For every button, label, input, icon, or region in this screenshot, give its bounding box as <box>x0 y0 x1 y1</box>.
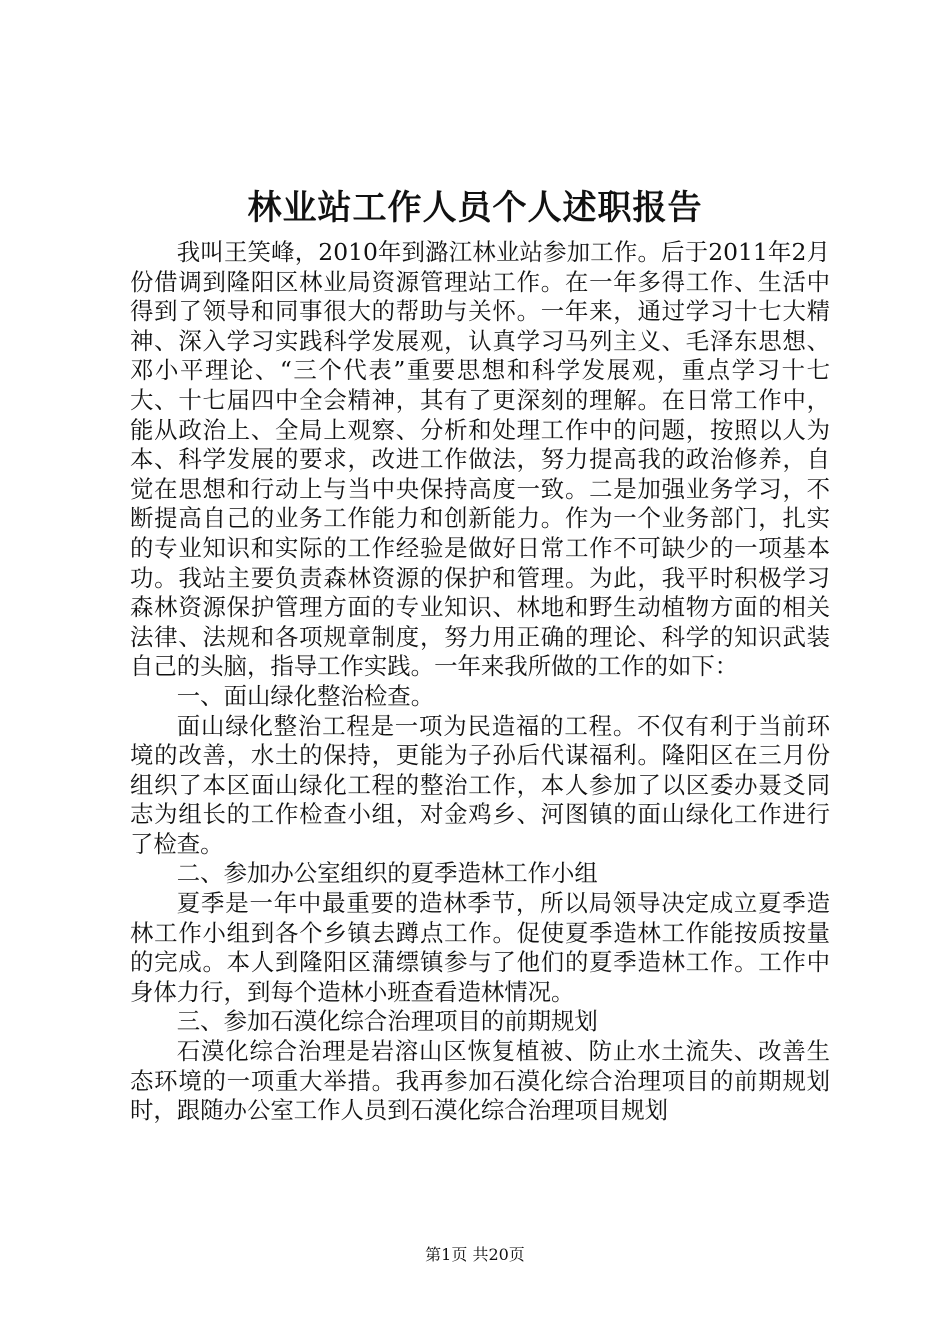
page-number-footer: 第1页 共20页 <box>425 1245 525 1264</box>
section-heading-3: 三、参加石漠化综合治理项目的前期规划 <box>176 1007 598 1036</box>
section-heading-2: 二、参加办公室组织的夏季造林工作小组 <box>176 859 598 888</box>
paragraph-section-2: 夏季是一年中最重要的造林季节，所以局领导决定成立夏季造林工作小组到各个乡镇去蹲点工作。促使夏季造林工作能按质按量的完成。本人到隆阳区蒲缥镇参与了他们的夏季造林工作。工作中身体力行，到每个造林小班查看造林情况。 <box>130 889 830 1006</box>
document-body <box>130 238 830 1126</box>
paragraph-section-3: 石漠化综合治理是岩溶山区恢复植被、防止水土流失、改善生态环境的一项重大举措。我再参加石漠化综合治理项目的前期规划时，跟随办公室工作人员到石漠化综合治理项目规划 <box>130 1037 830 1125</box>
paragraph-intro: 我叫王笑峰，2010年到潞江林业站参加工作。后于2011年2月份借调到隆阳区林业局资源管理站工作。在一年多得工作、生活中得到了领导和同事很大的帮助与关怀。一年来，通过学习十七大精神、深入学习实践科学发展观，认真学习马列主义、毛泽东思想、邓小平理论、“三个代表”重要思想和科学发展观，重点学习十七大、十七届四中全会精神，其有了更深刻的理解。在日常工作中，能从政治上、全局上观察、分析和处理工作中的问题，按照以人为本、科学发展的要求，改进工作做法，努力提高我的政治修养，自觉在思想和行动上与当中央保持高度一致。二是加强业务学习，不断提高自己的业务工作能力和创新能力。作为一个业务部门，扎实的专业知识和实际的工作经验是做好日常工作不可缺少的一项基本功。我站主要负责森林资源的保护和管理。为此，我平时积极学习森林资源保护管理方面的专业知识、林地和野生动植物方面的相关法律、法规和各项规章制度，努力用正确的理论、科学的知识武装自己的头脑，指导工作实践。一年来我所做的工作的如下： <box>130 238 830 681</box>
paragraph-section-1: 面山绿化整治工程是一项为民造福的工程。不仅有利于当前环境的改善，水土的保持，更能为子孙后代谋福利。隆阳区在三月份组织了本区面山绿化工程的整治工作，本人参加了以区委办聂爻同志为组长的工作检查小组，对金鸡乡、河图镇的面山绿化工作进行了检查。 <box>130 711 830 858</box>
document-title: 林业站工作人员个人述职报告 <box>247 188 703 228</box>
section-heading-1: 一、面山绿化整治检查。 <box>176 681 435 710</box>
